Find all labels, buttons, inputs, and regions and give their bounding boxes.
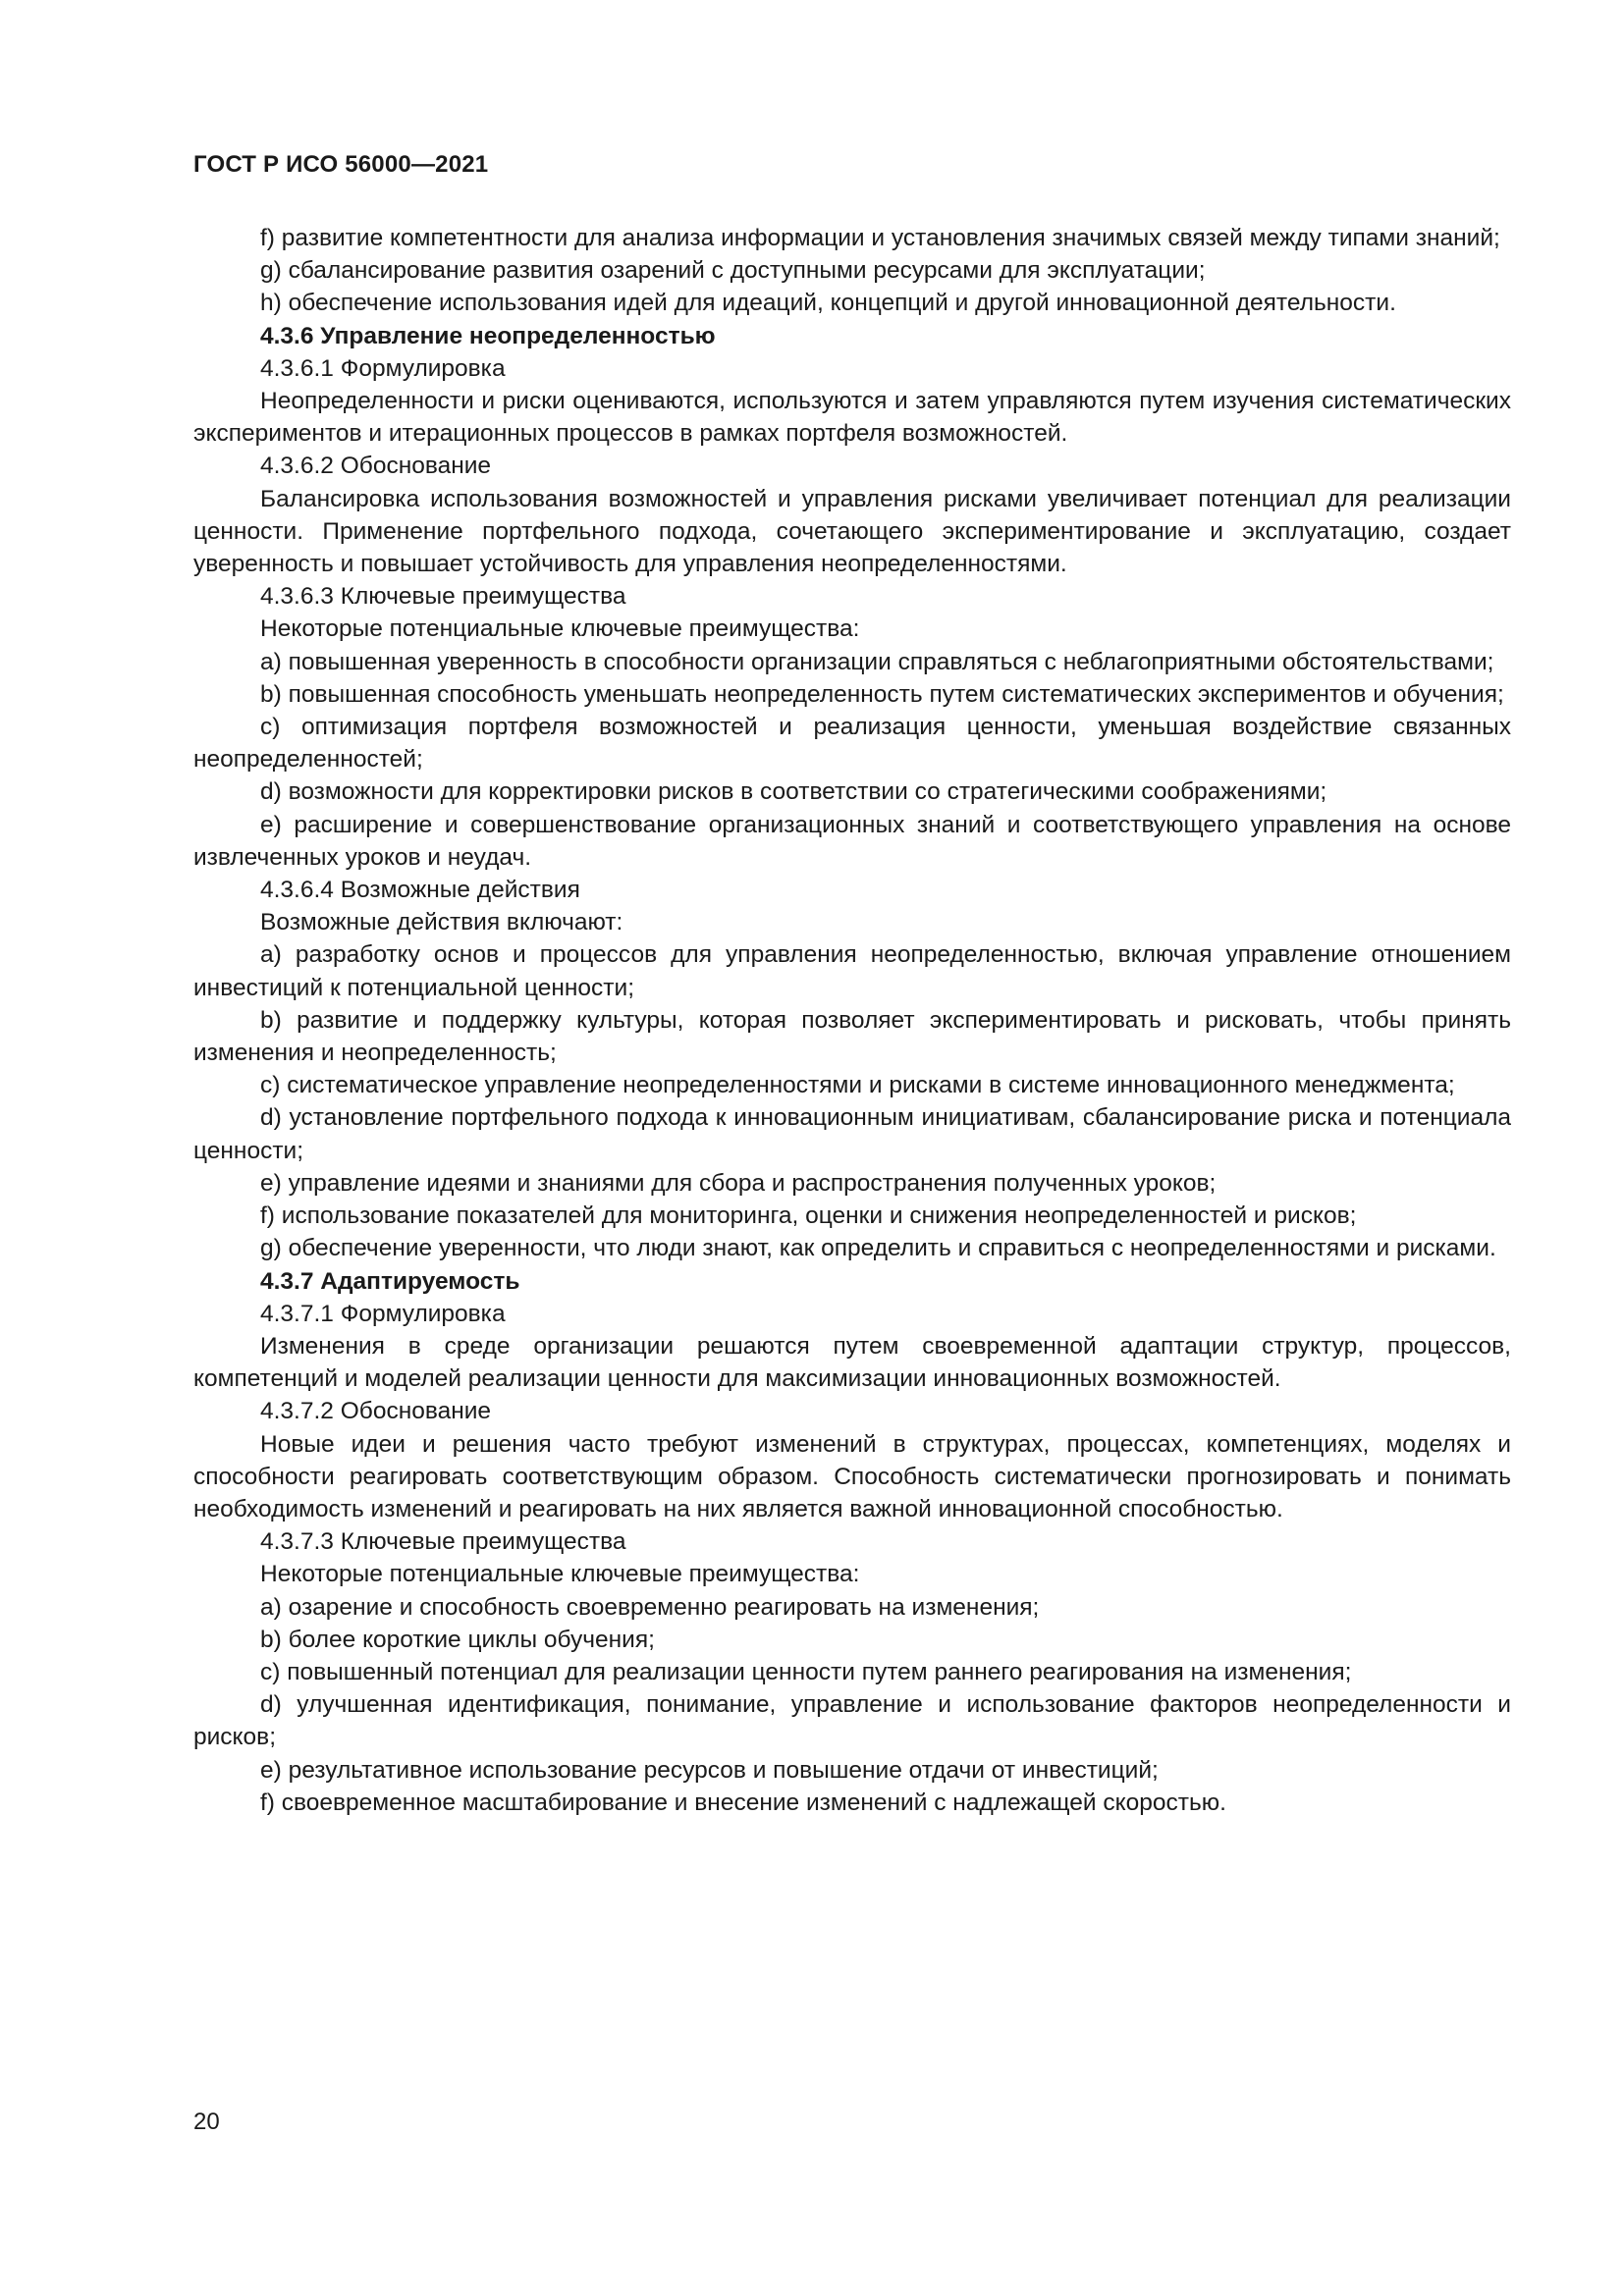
- list-item: a) повышенная уверенность в способности организации справляться с неблагоприятными обстоятельствами;: [260, 648, 1494, 675]
- list-item: a) озарение и способность своевременно реагировать на изменения;: [260, 1593, 1040, 1621]
- paragraph: g) сбалансирование развития озарений с доступными ресурсами для эксплуатации;: [260, 257, 1206, 285]
- subsection-heading: 4.3.6.3 Ключевые преимущества: [260, 583, 626, 611]
- paragraph: h) обеспечение использования идей для идеаций, концепций и другой инновационной деятельности.: [260, 290, 1396, 317]
- list-item: e) расширение и совершенствование организационных знаний и соответствующего управления на основе извлеченных уроков и неудач.: [193, 811, 1511, 871]
- subsection-heading: 4.3.6.2 Обоснование: [260, 453, 492, 480]
- list-item: b) повышенная способность уменьшать неопределенность путем систематических экспериментов и обучения;: [260, 680, 1504, 708]
- subsection-heading: 4.3.7.1 Формулировка: [260, 1300, 506, 1327]
- list-item: c) повышенный потенциал для реализации ценности путем раннего реагирования на изменения;: [260, 1658, 1352, 1685]
- paragraph: Изменения в среде организации решаются путем своевременной адаптации структур, процессов, компетенций и моделей реализации ценности для максимизации инновационных возможностей.: [193, 1332, 1511, 1393]
- paragraph: f) развитие компетентности для анализа информации и установления значимых связей между типами знаний;: [260, 225, 1500, 251]
- list-item: d) возможности для корректировки рисков в соответствии со стратегическими соображениями;: [260, 778, 1327, 806]
- paragraph: Некоторые потенциальные ключевые преимущества:: [260, 1561, 860, 1588]
- list-item: b) более короткие циклы обучения;: [260, 1626, 655, 1653]
- subsection-heading: 4.3.6.1 Формулировка: [260, 354, 506, 382]
- list-item: f) своевременное масштабирование и внесение изменений с надлежащей скоростью.: [260, 1789, 1226, 1816]
- list-item: b) развитие и поддержку культуры, которая позволяет экспериментировать и рисковать, чтобы принять изменения и неопределенность;: [193, 1006, 1511, 1067]
- list-item: e) управление идеями и знаниями для сбора и распространения полученных уроков;: [260, 1169, 1217, 1197]
- list-item: c) оптимизация портфеля возможностей и реализация ценности, уменьшая воздействие связанных неопределенностей;: [193, 714, 1511, 774]
- list-item: g) обеспечение уверенности, что люди знают, как определить и справиться с неопределенностями и рисками.: [260, 1235, 1496, 1262]
- section-heading: 4.3.7 Адаптируемость: [260, 1267, 520, 1295]
- paragraph: Балансировка использования возможностей и управления рисками увеличивает потенциал для реализации ценности. Применение портфельного подхода, сочетающего экспериментирование и эксплуатацию, создает уверенность и повышает устойчивость для управления неопределенностями.: [193, 485, 1511, 578]
- list-item: e) результативное использование ресурсов и повышение отдачи от инвестиций;: [260, 1756, 1159, 1784]
- document-header: ГОСТ Р ИСО 56000—2021: [193, 151, 489, 178]
- list-item: a) разработку основ и процессов для управления неопределенностью, включая управление отношением инвестиций к потенциальной ценности;: [193, 941, 1511, 1001]
- page-number: 20: [193, 2109, 220, 2135]
- subsection-heading: 4.3.6.4 Возможные действия: [260, 877, 580, 904]
- list-item: f) использование показателей для мониторинга, оценки и снижения неопределенностей и рисков;: [260, 1202, 1357, 1230]
- subsection-heading: 4.3.7.2 Обоснование: [260, 1398, 492, 1425]
- paragraph: Неопределенности и риски оцениваются, используются и затем управляются путем изучения систематических экспериментов и итерационных процессов в рамках портфеля возможностей.: [193, 388, 1511, 448]
- paragraph: Новые идеи и решения часто требуют изменений в структурах, процессах, компетенциях, моделях и способности реагировать соответствующим образом. Способность систематически прогнозировать и понимать необходимость изменений и реагировать на них является важной инновационной способностью.: [193, 1430, 1511, 1522]
- list-item: d) установление портфельного подхода к инновационным инициативам, сбалансирование риска и потенциала ценности;: [193, 1104, 1511, 1164]
- paragraph: Возможные действия включают:: [260, 909, 623, 936]
- paragraph: Некоторые потенциальные ключевые преимущества:: [260, 615, 860, 643]
- document-body: [193, 222, 1511, 1819]
- subsection-heading: 4.3.7.3 Ключевые преимущества: [260, 1528, 626, 1556]
- list-item: c) систематическое управление неопределенностями и рисками в системе инновационного менеджмента;: [260, 1072, 1455, 1099]
- section-heading: 4.3.6 Управление неопределенностью: [260, 322, 716, 349]
- list-item: d) улучшенная идентификация, понимание, управление и использование факторов неопределенности и рисков;: [193, 1691, 1511, 1751]
